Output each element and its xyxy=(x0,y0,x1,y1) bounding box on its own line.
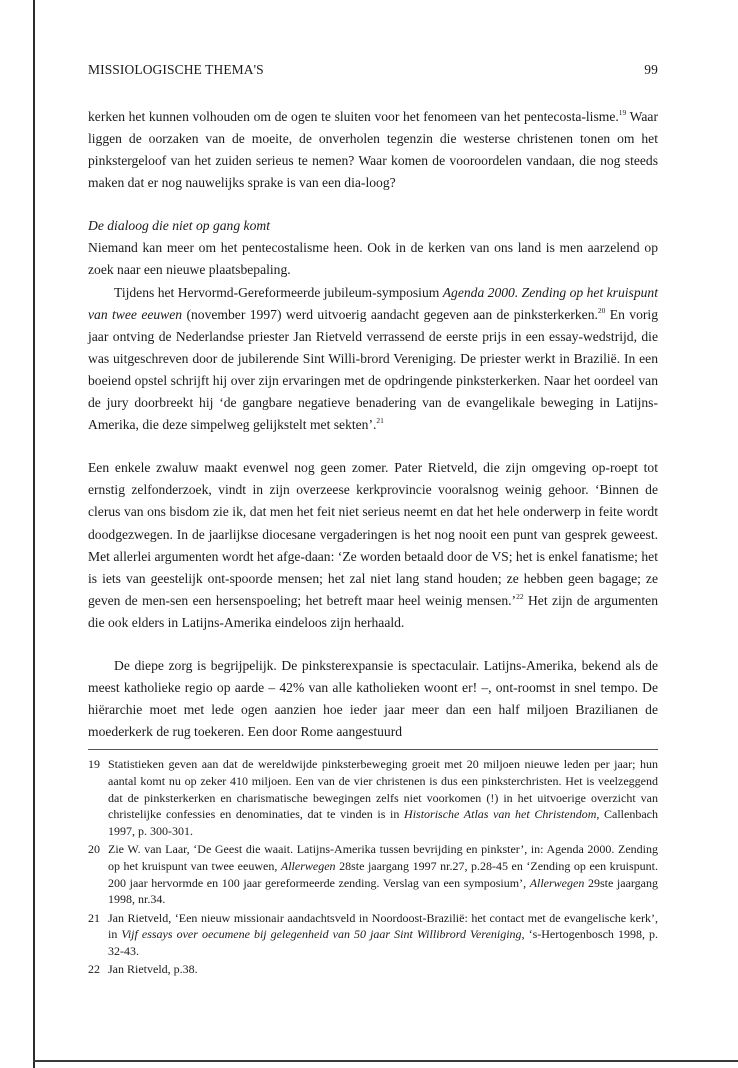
section-heading: De dialoog die niet op gang komt xyxy=(88,218,270,234)
page-number: 99 xyxy=(644,62,658,77)
footnote-22: 22 Jan Rietveld, p.38. xyxy=(88,962,198,977)
page-bottom-edge xyxy=(33,1060,738,1062)
footnote-19: 19 Statistieken geven aan dat de wereldwijde pinksterbeweging groeit met 20 miljoen nieuwe leden per jaar; hun aantal komt nu op zeker 410 miljoen. Een van de vier christenen is dus een pinksterchristen. Het is veelzeggend dat de pinksterkerken en charismatische bewegingen zelfs niet voorkomen (!) in het uitvoerige overzicht van christelijke confessies en denominaties, dat te vinden is in Historische Atlas van het Christendom, Callenbach 1997, p. 300-301. xyxy=(88,757,658,838)
paragraph-4: Een enkele zwaluw maakt evenwel nog geen zomer. Pater Rietveld, die zijn omgeving op-roept tot ernstig zelfonderzoek, vindt in zijn overzeese kerkprovincie vooralsnog weinig gehoor. ‘Binnen de clerus van ons bisdom zie ik, dat men het feit niet serieus neemt en dat het hele onderwerp in feite wordt doodgezwegen. In de jaarlijkse diocesane vergaderingen is het nog nooit een punt van gesprek geweest. Met allerlei argumenten wordt het afge-daan: ‘Ze worden betaald door de VS; het is enkel fanatisme; het is iets van geestelijk ont-spoorde mensen; het zal niet lang stand houden; ze hebben geen bagage; ze geven de men-sen een hersenspoeling; het betreft maar heel weinig mensen.’$^{22}$ Het zijn de argumenten die ook elders in Latijns-Amerika eindeloos zijn herhaald. xyxy=(88,460,659,630)
footnotes xyxy=(88,749,658,978)
footnote-21: 21 Jan Rietveld, ‘Een nieuw missionair aandachtsveld in Noordoost-Brazilië: het contact met de evangelische kerk’, in Vijf essays over oecumene bij gelegenheid van 50 jaar Sint Willibrord Vereniging, ‘s-Hertogenbosch 1998, p. 32-43. xyxy=(88,910,658,958)
paragraph-1: kerken het kunnen volhouden om de ogen te sluiten voor het fenomeen van het pentecosta-lisme.$^{19}$ Waar liggen de oorzaken van de moeite, de onverholen tegenzin die westerse christenen tonen om het pinkstergeloof van het zuiden serieus te nemen? Waar komen de vooroordelen vandaan, die nog steeds maken dat er nog nauwelijks sprake is van een dia-loog? xyxy=(88,108,658,191)
body-text xyxy=(88,106,658,743)
symposium-title: Agenda 2000. Zending op het kruispunt van twee eeuwen xyxy=(88,284,658,322)
footnote-number: 20 xyxy=(88,842,100,857)
book-page xyxy=(88,62,658,980)
scan-margin xyxy=(0,0,33,1068)
running-header xyxy=(88,62,658,82)
footnote-number: 22 xyxy=(88,962,100,977)
footnote-ref-19[interactable]: 19 xyxy=(618,108,627,117)
footnote-ref-20[interactable]: 20 xyxy=(597,305,606,315)
footnote-ref-22[interactable]: 22 xyxy=(516,591,524,601)
paragraph-5: De diepe zorg is begrijpelijk. De pinksterexpansie is spectaculair. Latijns-Amerika, bekend als de meest katholieke regio op aarde – 42% van alle katholieken woont er! –, ont-roomst in snel tempo. De hiërarchie moet met lede ogen aanzien hoe ieder jaar meer dan een half miljoen Brazilianen de moederkerk de rug toekeren. Een door Rome aangestuurd xyxy=(88,657,658,740)
footnote-ref-21[interactable]: 21 xyxy=(376,416,384,426)
paragraph-3: Tijdens het Hervormd-Gereformeerde jubileum-symposium Agenda 2000. Zending op het kruispunt van twee eeuwen (november 1997) werd uitvoerig aandacht gegeven aan de pinksterkerken.$^{20}$ En vorig jaar ontving de Nederlandse priester Jan Rietveld verrassend de eerste prijs in een essay-wedstrijd, die was uitgeschreven door de jubilerende Sint Willi-brord Vereniging. De priester werkt in Brazilië. In een boeiend opstel schrijft hij over zijn ervaringen met de opdringende pinksterkerken. Naar het oordeel van de jury doorbreekt hij ‘de gangbare negatieve benadering van de evangelikale beweging in Latijns-Amerika, die deze simpelweg gelijkstelt met sekten’.$^{21}$ xyxy=(88,284,658,433)
paragraph-2: Niemand kan meer om het pentecostalisme heen. Ook in de kerken van ons land is men aarzelend op zoek naar een nieuwe plaatsbepaling. xyxy=(88,240,658,278)
footnote-20: 20 Zie W. van Laar, ‘De Geest die waait. Latijns-Amerika tussen bevrijding en pinkster’, in: Agenda 2000. Zending op het kruispunt van twee eeuwen, Allerwegen 28ste jaargang 1997 nr.27, p.28-45 en ‘Zending op een kruispunt. 200 jaar hervormde en 100 jaar gereformeerde zending. Verslag van een symposium’, Allerwegen 29ste jaargang 1998, nr.34. xyxy=(88,842,658,907)
running-title: MISSIOLOGISCHE THEMA'S xyxy=(88,62,264,77)
footnote-number: 21 xyxy=(88,910,100,925)
binding-edge-line xyxy=(33,0,35,1068)
footnote-number: 19 xyxy=(88,757,100,772)
